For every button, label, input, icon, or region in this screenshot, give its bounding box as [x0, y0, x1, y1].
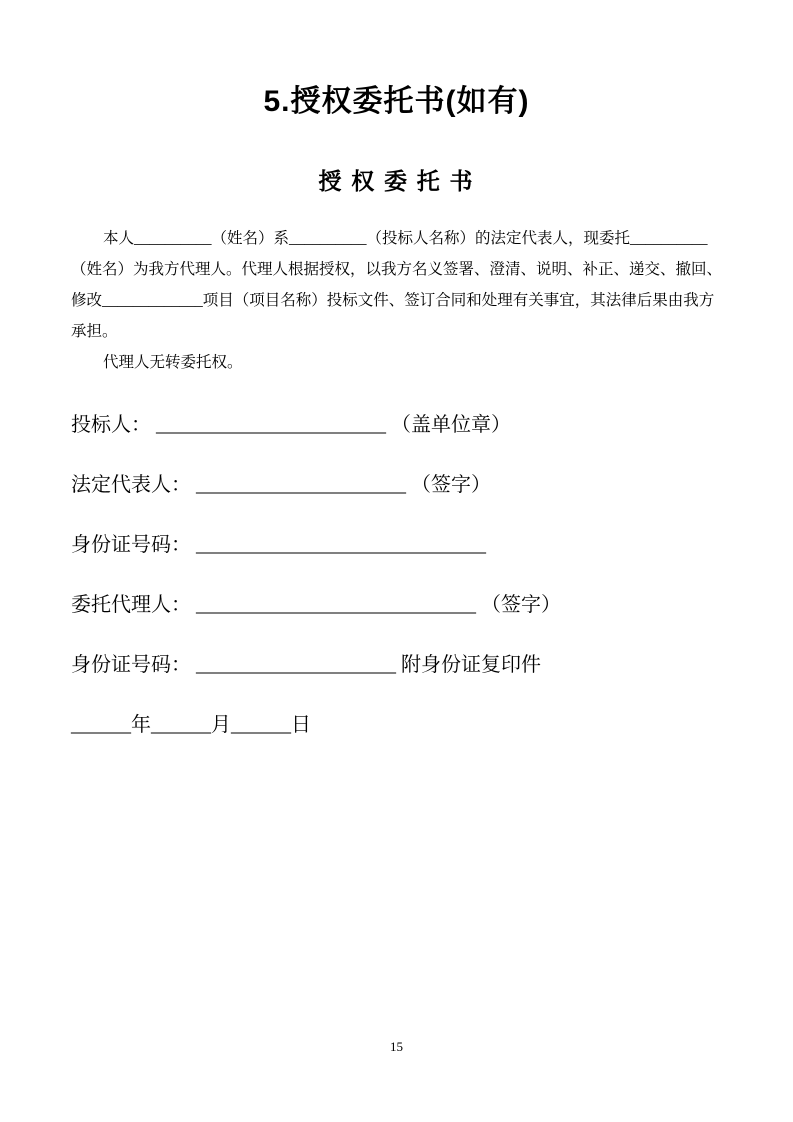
id-number-blank-line-2: ____________________: [196, 654, 396, 676]
id-number-label-2: 身份证号码：: [71, 654, 191, 676]
page-number: 15: [390, 1039, 403, 1054]
bidder-seal-note: （盖单位章）: [391, 414, 511, 436]
signature-block: [71, 410, 722, 681]
legal-representative-blank-line: _____________________: [196, 474, 406, 496]
no-sub-delegation-line: 代理人无转委托权。: [103, 354, 243, 371]
legal-representative-sign-note: （签字）: [411, 474, 491, 496]
date-line: ______年______月______日: [71, 714, 311, 736]
id-number-blank-line-1: _____________________________: [196, 534, 486, 556]
id-number-row-2: [71, 650, 722, 681]
authorized-agent-sign-note: （签字）: [481, 594, 561, 616]
id-number-label-1: 身份证号码：: [71, 534, 191, 556]
authorized-agent-row: [71, 590, 722, 621]
legal-representative-row: [71, 470, 722, 501]
id-number-row-1: [71, 530, 722, 561]
body-line-3: 修改_____________项目（项目名称）投标文件、签订合同和处理有关事宜，其法律后果由我方: [71, 292, 715, 309]
body-line-1: 本人__________（姓名）系__________（投标人名称）的法定代表人，现委托__________: [103, 230, 708, 247]
authorized-agent-blank-line: ____________________________: [196, 594, 476, 616]
document-title: 授 权 委 托 书: [318, 169, 475, 194]
section-title: 5.授权委托书(如有): [263, 85, 530, 118]
body-line-2: （姓名）为我方代理人。代理人根据授权，以我方名义签署、澄清、说明、补正、递交、撤回、: [71, 261, 723, 278]
legal-representative-label: 法定代表人：: [71, 474, 191, 496]
bidder-blank-line: _______________________: [156, 414, 386, 436]
body-line-4: 承担。: [71, 323, 118, 340]
authorization-paragraph: [71, 223, 722, 378]
id-copy-attached-note: 附身份证复印件: [401, 654, 541, 676]
bidder-row: [71, 410, 722, 441]
authorized-agent-label: 委托代理人：: [71, 594, 191, 616]
bidder-label: 投标人：: [71, 414, 151, 436]
